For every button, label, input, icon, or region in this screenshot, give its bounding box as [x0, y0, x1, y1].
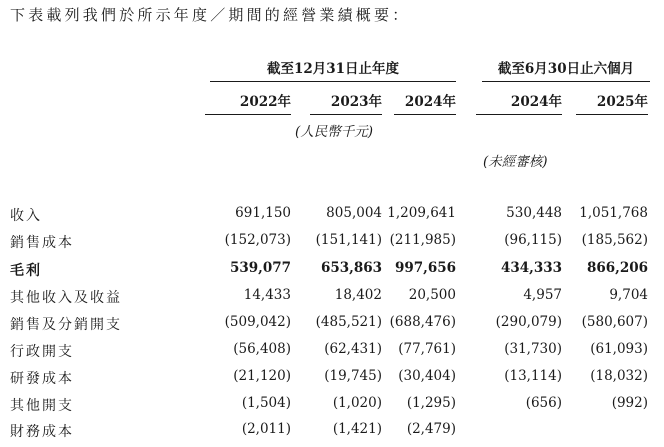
cell-2023: (19,745): [324, 368, 382, 384]
unit-note: (人民幣千元): [295, 124, 374, 140]
year-2022: 2022年: [205, 90, 291, 115]
cell-2025-h1: (18,032): [590, 368, 648, 384]
cell-2024: (211,985): [389, 232, 456, 248]
cell-2022: (2,011): [241, 421, 291, 437]
cell-2023: (1,421): [332, 421, 382, 437]
row-label: 收入: [10, 208, 42, 224]
cell-2025-h1: 9,704: [609, 287, 648, 303]
unaudited-note: (未經審核): [483, 154, 548, 170]
cell-2023: (62,431): [324, 341, 382, 357]
cell-2023: 653,863: [320, 260, 382, 276]
cell-2024: (2,479): [406, 421, 456, 437]
cell-2024-h1: (290,079): [495, 314, 562, 330]
table-row-gross-profit: [0, 260, 664, 286]
cell-2025-h1: (992): [611, 395, 648, 411]
row-label: 銷售成本: [10, 235, 74, 251]
row-label: 毛利: [10, 263, 42, 279]
cell-2022: 539,077: [229, 260, 291, 276]
cell-2022: 14,433: [243, 287, 291, 303]
table-row-finance-costs: [0, 421, 664, 447]
header-year-ended-dec31: 截至12月31日止年度: [210, 57, 456, 82]
row-label: 銷售及分銷開支: [10, 317, 122, 333]
cell-2024-h1: (13,114): [504, 368, 562, 384]
table-row-revenue: [0, 205, 664, 231]
row-label: 行政開支: [10, 344, 74, 360]
year-2024-interim: 2024年: [476, 90, 562, 115]
cell-2024: 20,500: [408, 287, 456, 303]
year-2023: 2023年: [310, 90, 382, 115]
cell-2025-h1: (185,562): [581, 232, 648, 248]
cell-2025-h1: (61,093): [590, 341, 648, 357]
cell-2024-h1: 434,333: [500, 260, 562, 276]
table-row-rnd-costs: [0, 368, 664, 394]
row-label: 其他收入及收益: [10, 290, 122, 306]
table-row-admin-expenses: [0, 341, 664, 367]
cell-2023: 18,402: [334, 287, 382, 303]
cell-2024-h1: (656): [525, 395, 562, 411]
cell-2025-h1: 866,206: [586, 260, 648, 276]
cell-2022: (21,120): [233, 368, 291, 384]
intro-text: 下表載列我們於所示年度／期間的經營業績概要：: [10, 6, 411, 24]
cell-2022: (509,042): [224, 314, 291, 330]
cell-2024: (30,404): [398, 368, 456, 384]
cell-2023: (1,020): [332, 395, 382, 411]
cell-2023: (485,521): [315, 314, 382, 330]
row-label: 研發成本: [10, 371, 74, 387]
row-label: 其他開支: [10, 398, 74, 414]
cell-2025-h1: 1,051,768: [579, 205, 648, 221]
cell-2022: (1,504): [241, 395, 291, 411]
cell-2022: (56,408): [233, 341, 291, 357]
cell-2024: 1,209,641: [387, 205, 456, 221]
cell-2024-h1: (31,730): [504, 341, 562, 357]
year-2024: 2024年: [394, 90, 456, 115]
table-row-selling-expenses: [0, 314, 664, 340]
cell-2024: (688,476): [389, 314, 456, 330]
cell-2022: (152,073): [224, 232, 291, 248]
cell-2024-h1: (96,115): [504, 232, 562, 248]
table-row-cost-of-sales: [0, 232, 664, 258]
row-label: 財務成本: [10, 424, 74, 440]
cell-2024-h1: 4,957: [523, 287, 562, 303]
cell-2023: 805,004: [326, 205, 382, 221]
table-row-other-expenses: [0, 395, 664, 421]
cell-2023: (151,141): [315, 232, 382, 248]
year-2025-interim: 2025年: [576, 90, 648, 115]
cell-2024: (77,761): [398, 341, 456, 357]
cell-2024: (1,295): [406, 395, 456, 411]
cell-2025-h1: (580,607): [581, 314, 648, 330]
header-six-months-jun30: 截至6月30日止六個月: [482, 57, 650, 82]
cell-2024-h1: 530,448: [506, 205, 562, 221]
table-row-other-income: [0, 287, 664, 313]
cell-2024: 997,656: [394, 260, 456, 276]
cell-2022: 691,150: [235, 205, 291, 221]
